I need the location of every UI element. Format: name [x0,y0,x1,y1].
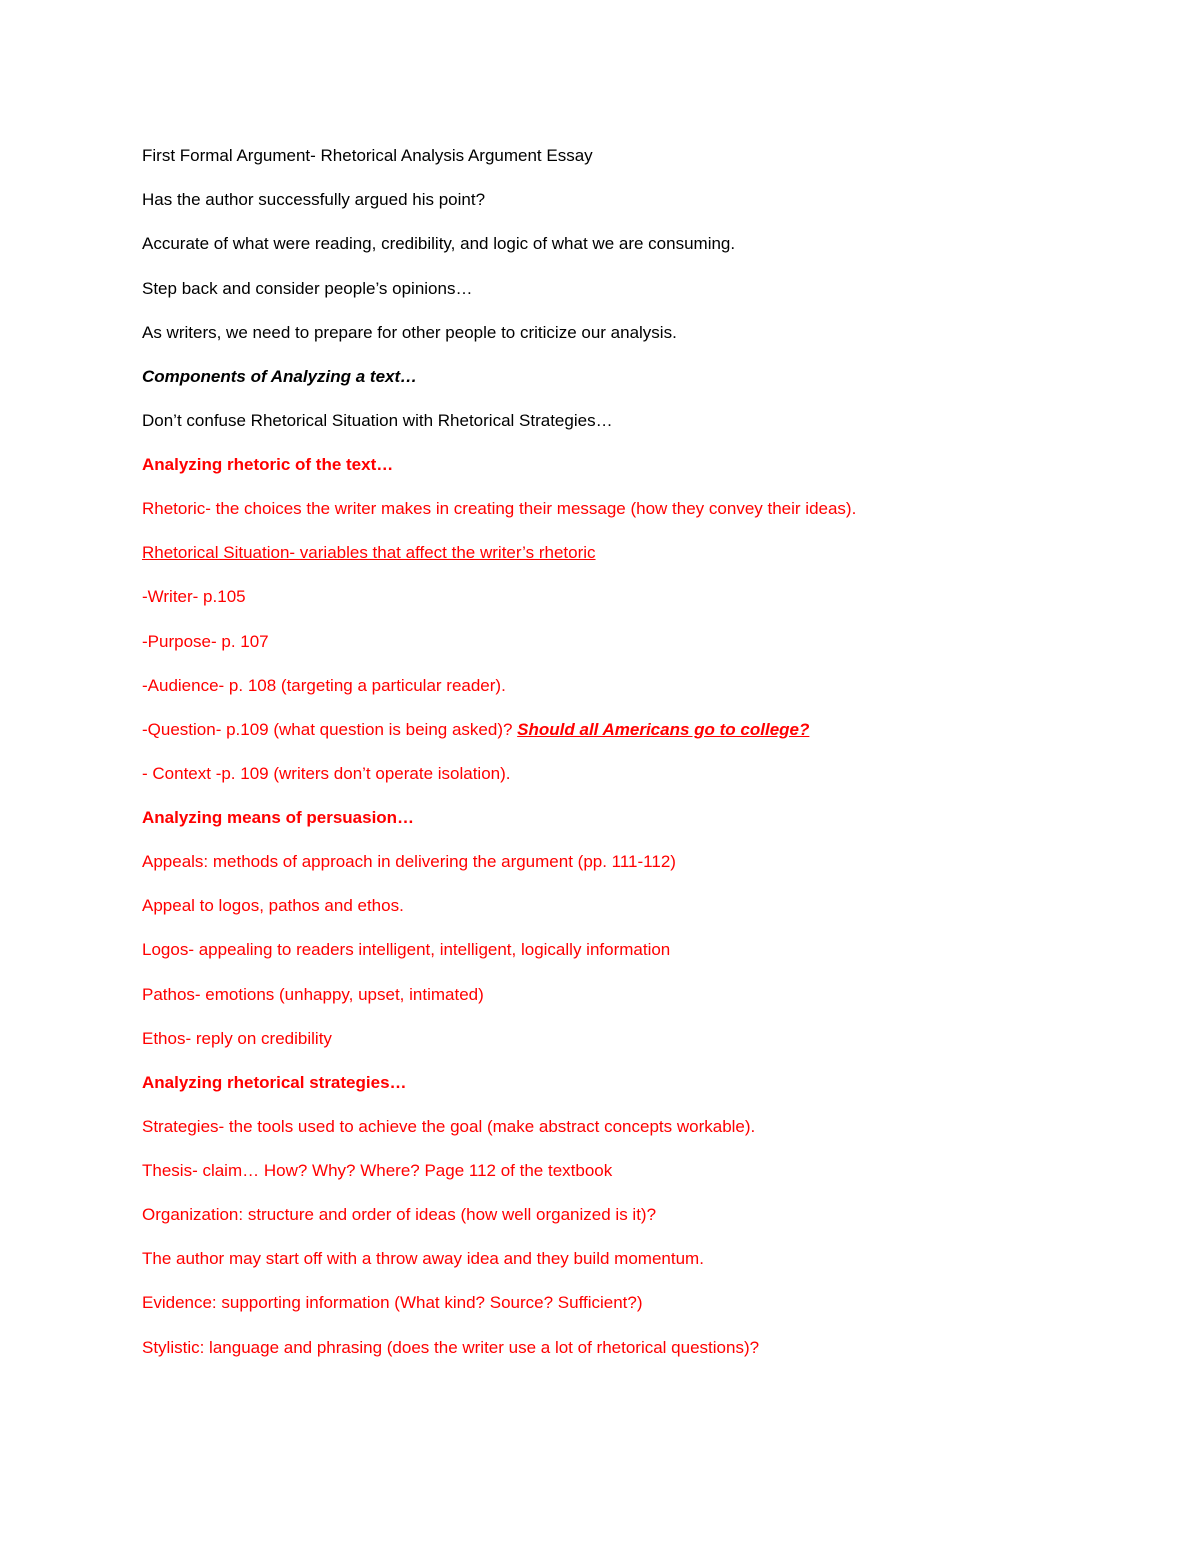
question-example: Should all Americans go to college? [517,720,810,739]
rhetorical-situation-definition: Rhetorical Situation- variables that affect the writer’s rhetoric [142,543,596,562]
organization-definition: Organization: structure and order of ideas (how well organized is it)? [142,1205,657,1224]
situation-purpose: -Purpose- p. 107 [142,632,269,651]
thesis-definition: Thesis- claim… How? Why? Where? Page 112 of the textbook [142,1161,613,1180]
appeals-definition: Appeals: methods of approach in delivering the argument (pp. 111-112) [142,852,676,871]
intro-line-4: As writers, we need to prepare for other people to criticize our analysis. [142,323,677,342]
rhetoric-definition: Rhetoric- the choices the writer makes in creating their message (how they convey their ideas). [142,499,857,518]
section-heading-rhetoric: Analyzing rhetoric of the text… [142,455,394,474]
situation-context: - Context -p. 109 (writers don’t operate isolation). [142,764,511,783]
document-title: First Formal Argument- Rhetorical Analysis Argument Essay [142,146,593,165]
stylistic-definition: Stylistic: language and phrasing (does the writer use a lot of rhetorical questions)? [142,1338,760,1357]
confuse-note: Don’t confuse Rhetorical Situation with Rhetorical Strategies… [142,411,613,430]
situation-writer: -Writer- p.105 [142,587,246,606]
momentum-note: The author may start off with a throw away idea and they build momentum. [142,1249,704,1268]
intro-line-3: Step back and consider people’s opinions… [142,279,473,298]
ethos-definition: Ethos- reply on credibility [142,1029,332,1048]
question-prefix: -Question- p.109 (what question is being asked)? [142,720,518,739]
intro-line-1: Has the author successfully argued his point? [142,190,486,209]
section-heading-strategies: Analyzing rhetorical strategies… [142,1073,407,1092]
intro-line-2: Accurate of what were reading, credibility, and logic of what we are consuming. [142,234,736,253]
strategies-definition: Strategies- the tools used to achieve the goal (make abstract concepts workable). [142,1117,756,1136]
logos-definition: Logos- appealing to readers intelligent, intelligent, logically information [142,940,671,959]
evidence-definition: Evidence: supporting information (What kind? Source? Sufficient?) [142,1293,643,1312]
situation-audience: -Audience- p. 108 (targeting a particular reader). [142,676,506,695]
pathos-definition: Pathos- emotions (unhappy, upset, intimated) [142,985,484,1004]
situation-question [142,719,809,741]
section-heading-persuasion: Analyzing means of persuasion… [142,808,415,827]
components-heading: Components of Analyzing a text… [142,367,418,386]
appeal-types: Appeal to logos, pathos and ethos. [142,896,404,915]
